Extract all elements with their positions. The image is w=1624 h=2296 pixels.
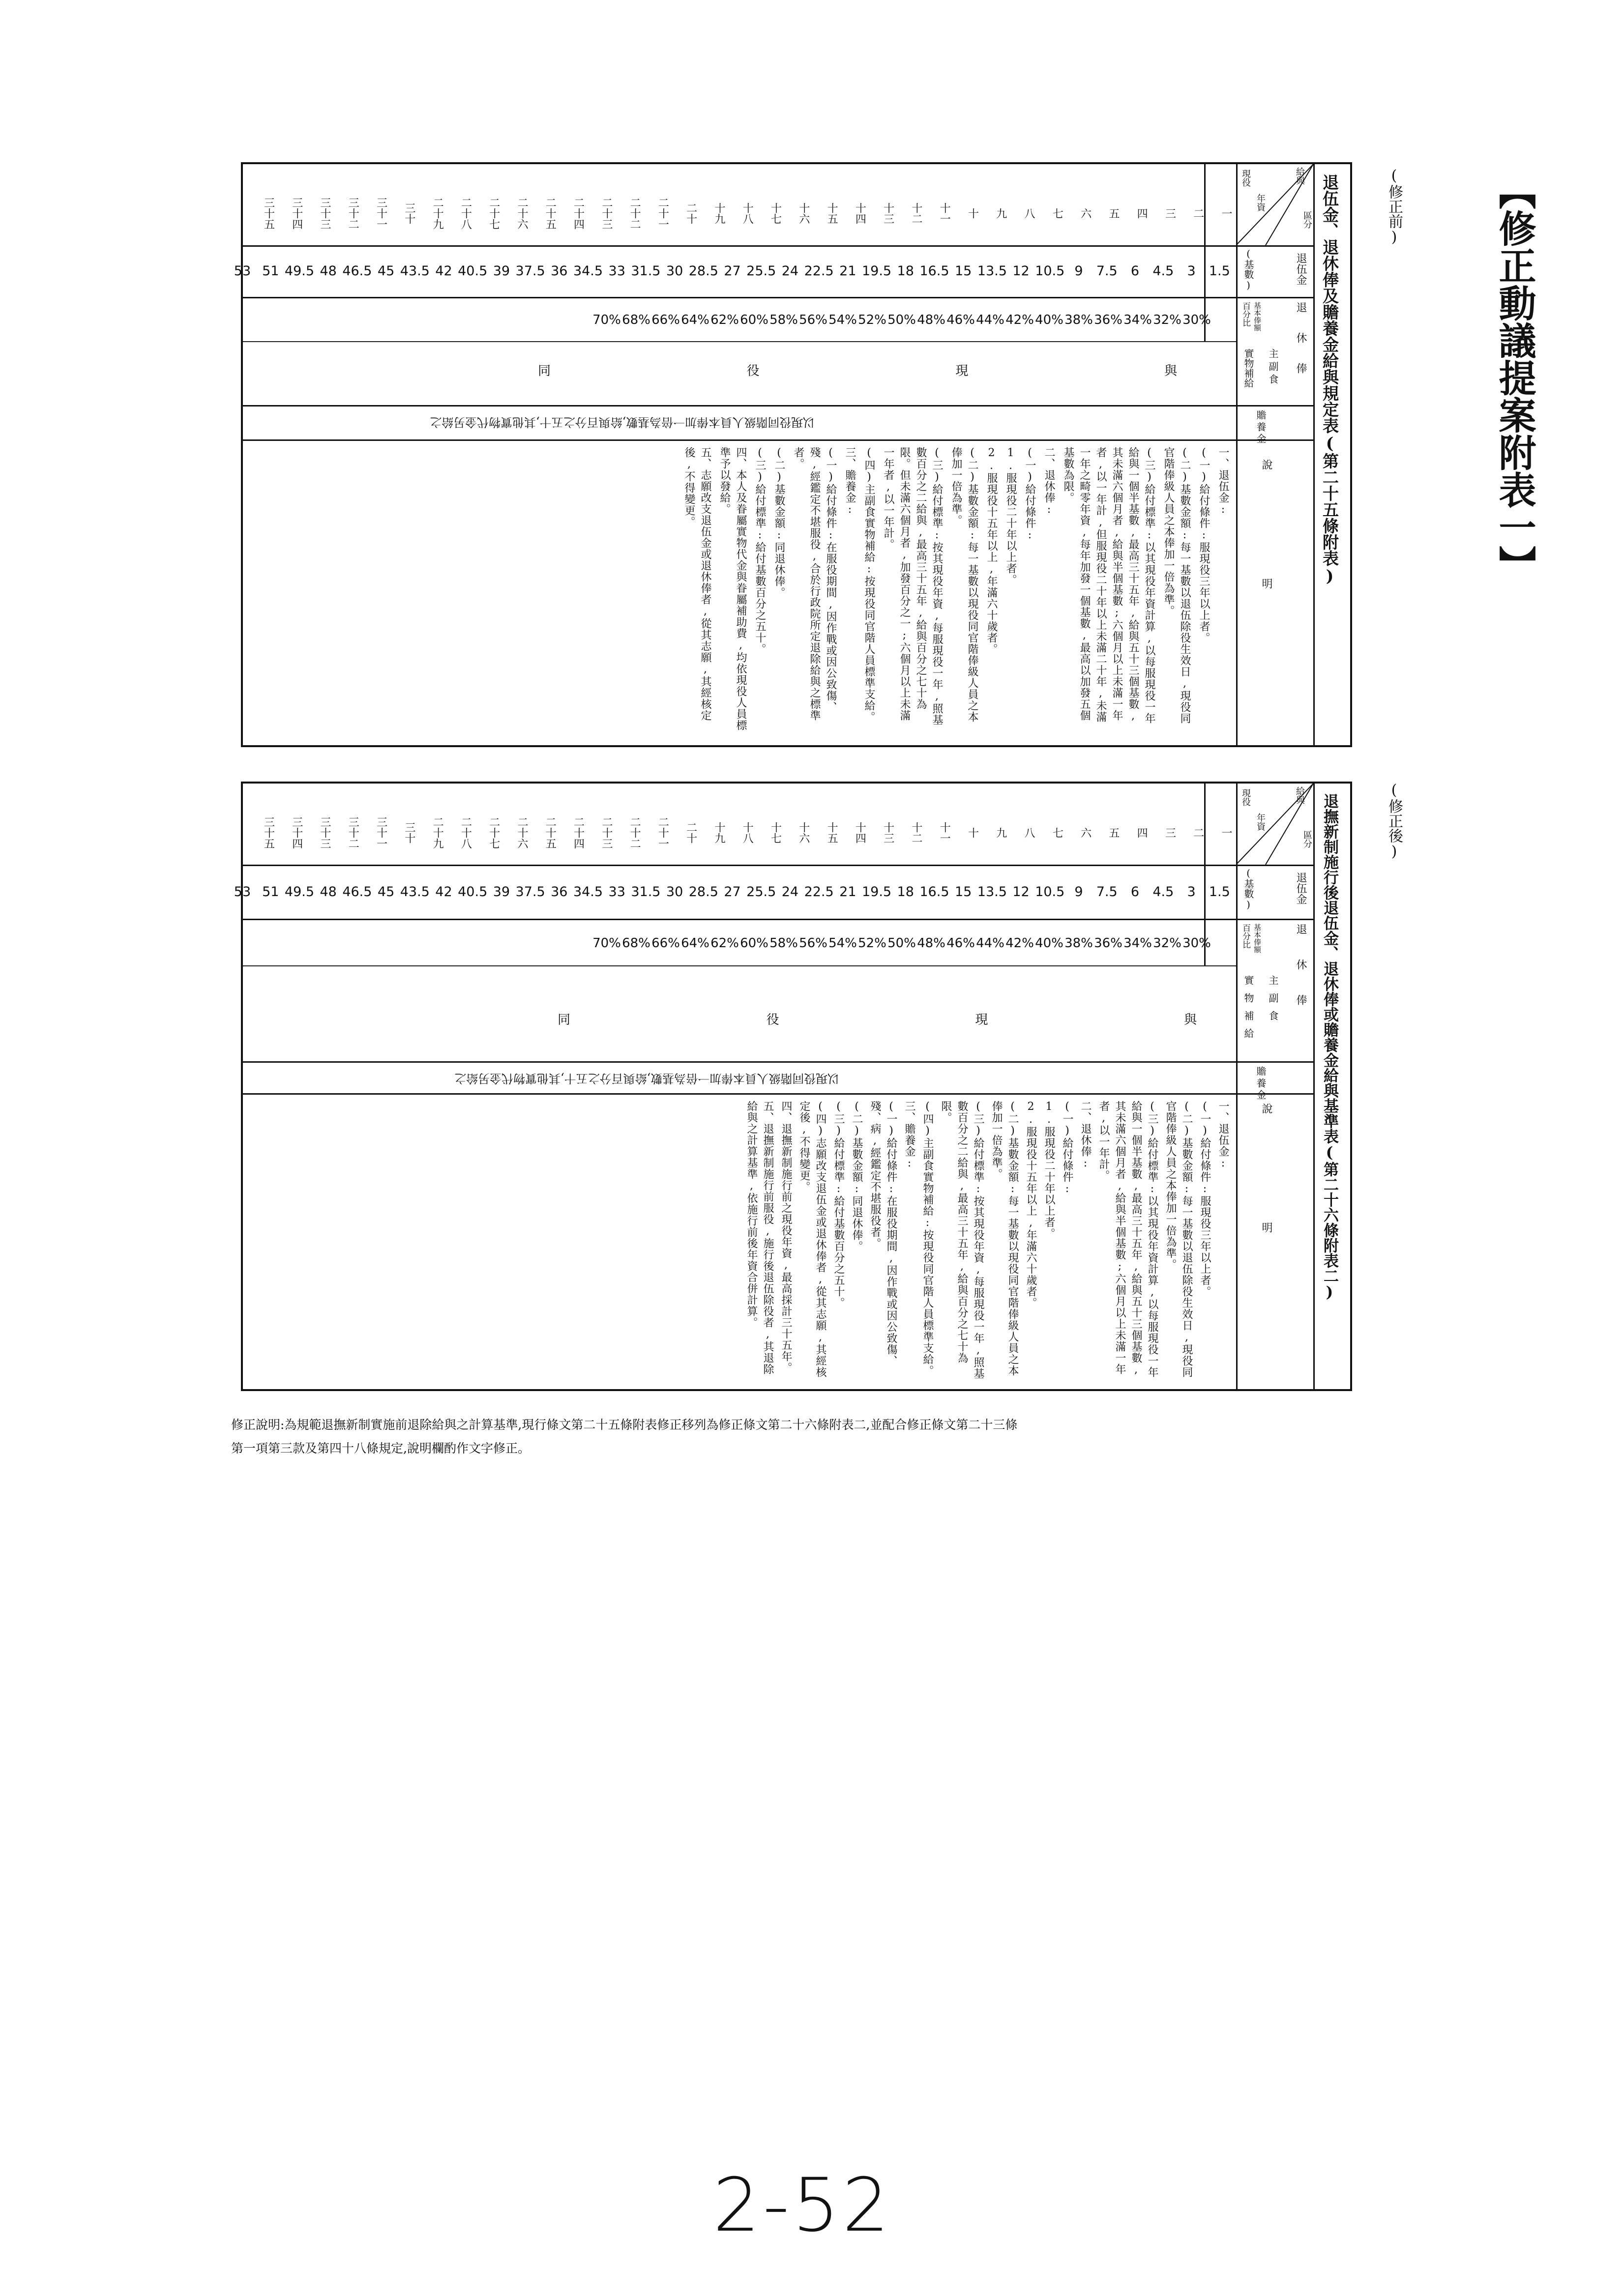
year-cell: 二十一 [656,816,669,849]
lump-cell: 36 [551,263,568,279]
year-cell: 九 [994,208,1007,219]
lump-cell: 34.5 [573,884,603,900]
note-line: 二、退休俸: [1079,1101,1092,1170]
year-cell: 二 [1191,208,1204,219]
year-cell: 十五 [826,822,838,843]
lump-cell: 18 [897,263,914,279]
lump-cell: 24 [781,884,799,900]
before-label: (修正前) [1386,167,1403,246]
lump-cell: 42 [435,884,452,900]
year-cell: 一 [1220,827,1232,838]
lump-cell: 31.5 [631,263,661,279]
lump-cell: 48 [320,263,337,279]
banner-title: 【修正動議提案附表一】 [1493,172,1536,583]
year-cell: 二十六 [515,816,528,849]
note-line: 一、退伍金: [1217,447,1229,516]
lump-cell: 37.5 [515,884,545,900]
pct-cell: 64% [681,936,709,951]
lump-cell: 19.5 [861,884,892,900]
row-header-support: 贍養金 [1255,410,1267,445]
pct-cell: 36% [1094,313,1122,327]
year-cell: 十六 [797,203,810,224]
note-line: (一)給付條件:在服役期間,因作戰或因公致傷、殘,經鑑定不堪服役,合於行政院所定退除給與之標準者。 [792,447,837,721]
lump-cell: 10.5 [1035,263,1065,279]
year-cell: 二十八 [459,816,472,849]
year-cell: 二十一 [656,197,669,230]
lump-cell: 15 [954,263,972,279]
year-cell: 二十二 [628,816,641,849]
pct-cell: 60% [740,936,768,951]
year-cell: 二十 [684,822,697,843]
year-cell: 二十七 [487,816,500,849]
year-cell: 二十五 [544,816,557,849]
lump-cell: 27 [724,263,741,279]
year-cell: 十五 [826,203,838,224]
pct-cell: 52% [858,936,886,951]
year-cell: 三十四 [290,197,303,230]
year-cell: 十八 [741,822,754,843]
year-cell: 一 [1220,208,1232,219]
year-cell: 十 [966,208,979,219]
note-line: (二)基數金額:每一基數以現役同官階俸級人員之本俸加一倍為準。 [990,1101,1019,1376]
lump-cell: 15 [954,884,972,900]
year-cell: 七 [1051,208,1063,219]
pct-cell: 64% [681,313,709,327]
year-cell: 二十八 [459,197,472,230]
pct-cell: 44% [976,936,1004,951]
lump-cell: 1.5 [1209,884,1230,900]
lump-cell: 46.5 [342,263,372,279]
pct-cell: 70% [592,313,621,327]
pct-cell: 36% [1094,936,1122,951]
lump-cell: 28.5 [688,884,718,900]
year-cell: 二十 [684,203,697,224]
pct-cell: 68% [622,936,650,951]
lump-cell: 28.5 [688,263,718,279]
year-cell: 二十七 [487,197,500,230]
lump-cell: 42 [435,263,452,279]
note-line: 1.服現役二十年以上者。 [1043,1101,1055,1239]
table-after: 退撫新制施行後退伍金、退休俸或贍養金給與基準表(第二十六條附表二) 給與 區分 現役 年資 退伍金 (基數) 退休俸 百分比 基本俸額 主副食 實物補給 贍養金 說明 一 二 三 四 五 六 七 八 九 十 十一 十二 十三 十四 十五 十六 十七 十八 十九 二十 二十一 二十二 二十三 二十四 二十五 二十六 二十七 二十八 二十九 三十 三十一 三十二 三十三 三十四 三十五 1.5 3 4.5 6 7.5 9 10.5 12 13.5 15 16.5 18 19.5 21 22.5 24 25.5 27 28.5 30 31.5 33 34.5 36 37.5 39 40.5 42 43.5 45 46.5 48 49.5 51 53 30% 32% 34% 36% 38% 40% 42% 44% 46% 48% 50% 52% 54% 56% 58% 60% 62% 64% 66% 68% 70% 同 役 現 與 以現役同階級人員本俸加一倍為基數,給與百分之五十,其他實物代金另給之 一、退伍金: (一)給付條件:服現役三年以上者。 (二)基數金額:每一基數以退伍除役生效日,現役同官階俸級人員之本俸加一倍為準。 (三)給付標準:以其現役年資計算,以每服現役一年給與一個半基數,最高三十五年,給與五十三個基數,其未滿六個月者,給與半個基數;六個月以上未滿一年者,以一年計。 二、退休俸: (一)給付條件: 1.服現役二十年以上者。 2.服現役十五年以上,年滿六十歲者。 (二)基數金額:每一基數以現役同官階俸級人員之本俸加一倍為準。 (三)給付標準:按其現役年資,每服現役一年,照基數百分之二給與,最高三十五年,給與百分之七十為限。 (四)主副食實物補給:按現役同官階人員標準支給。 三、贍養金: (一)給付條件:在服役期間,因作戰或因公致傷、殘、病,經鑑定不堪服役者。 (二)基數金額:同退休俸。 (三)給付標準:給付基數百分之五十。 (四)志願改支退伍金或退休俸者,從其志願,其經核定後,不得變更。 四、退撫新制施行前之現役年資,最高採計三十五年。 五、退撫新制施行前服役,施行後退伍除役者,其退除給與之計算基準,依施行前後年資合併計算。 [241,782,1352,1391]
lump-cell: 40.5 [458,884,488,900]
lump-cell: 9 [1074,263,1083,279]
note-line: (三)給付標準:按其現役年資,每服現役一年,照基數百分之二給與,最高三十五年,給與百分之七十為限。 [940,1101,984,1379]
year-cell: 九 [994,827,1007,838]
year-cell: 四 [1135,827,1148,838]
pct-cell: 66% [651,936,680,951]
year-cell: 十 [966,827,979,838]
lump-cell: 21 [839,263,856,279]
same-as-active-char: 役 [746,364,760,378]
year-cell: 三十五 [262,197,275,230]
year-cell: 三 [1163,827,1176,838]
year-cell: 十九 [712,822,725,843]
lump-cell: 48 [320,884,337,900]
same-as-active-char: 役 [766,1013,779,1027]
table2-percent-row [248,936,1211,951]
table2-title: 退撫新制施行後退伍金、退休俸或贍養金給與基準表(第二十六條附表二) [1321,793,1338,1301]
lump-cell: 27 [724,884,741,900]
year-cell: 八 [1023,208,1035,219]
lump-cell: 53 [234,263,251,279]
table2-support-text: 以現役同階級人員本俸加一倍為基數,給與百分之五十,其他實物代金另給之 [454,1072,840,1085]
lump-cell: 25.5 [746,884,776,900]
lump-cell: 45 [377,884,395,900]
pct-cell: 56% [799,313,827,327]
lump-cell: 22.5 [804,884,834,900]
table1-same-as-active [538,361,1177,379]
pct-cell: 62% [710,936,739,951]
lump-cell: 53 [234,884,251,900]
lump-cell: 34.5 [573,263,603,279]
lump-cell: 16.5 [919,263,949,279]
lump-cell: 49.5 [284,884,315,900]
lump-cell: 18 [897,884,914,900]
pct-cell: 48% [917,313,945,327]
year-cell: 二十四 [572,197,585,230]
lump-cell: 36 [551,884,568,900]
pct-cell: 38% [1064,936,1093,951]
year-cell: 十八 [741,203,754,224]
note-line: 一、退伍金: [1217,1101,1229,1170]
note-line: 五、退撫新制施行前服役,施行後退伍除役者,其退除給與之計算基準,依施行前後年資合併計算。 [745,1101,774,1375]
year-cell: 三十四 [290,816,303,849]
lump-cell: 3 [1187,884,1196,900]
note-line: (一)給付條件:在服役期間,因作戰或因公致傷、殘、病,經鑑定不堪服役者。 [869,1101,897,1366]
same-as-active-char: 與 [1183,1013,1197,1027]
year-cell: 十九 [712,203,725,224]
note-line: (一)給付條件: [1024,447,1036,542]
year-cell: 二十九 [431,816,444,849]
pct-cell: 60% [740,313,768,327]
year-cell: 三十 [403,822,415,843]
pct-cell: 46% [946,936,975,951]
pct-cell: 40% [1035,936,1063,951]
lump-cell: 25.5 [746,263,776,279]
year-cell: 八 [1023,827,1035,838]
lump-cell: 13.5 [977,263,1007,279]
note-line: (二)基數金額:同退休俸。 [773,447,785,598]
note-line: (四)志願改支退伍金或退休俸者,從其志願,其經核定後,不得變更。 [798,1101,827,1378]
year-cell: 四 [1135,208,1148,219]
note-line: (一)給付條件: [1061,1101,1073,1195]
pct-cell: 66% [651,313,680,327]
year-cell: 十七 [769,822,782,843]
lump-cell: 51 [262,263,279,279]
note-line: (三)給付標準:給付基數百分之五十。 [832,1101,845,1308]
same-as-active-char: 現 [975,1013,988,1027]
note-line: (二)基數金額:同退休俸。 [851,1101,863,1252]
lump-cell: 30 [666,263,683,279]
lump-cell: 6 [1130,263,1140,279]
lump-cell: 3 [1187,263,1196,279]
note-line: 三、贍養金: [844,447,856,516]
page-number: 2-52 [713,2163,892,2248]
year-cell: 六 [1079,827,1092,838]
note-line: (三)給付標準:以其現役年資計算,以每服現役一年給與一個半基數,最高三十五年,給與五十三個基數,其未滿六個月者,給與半個基數;六個月以上未滿一年者,以一年計,但服現役二十年以上未滿二十年,未滿一年之畸零年資,每年加發一個基數,最高以加發五個基數為限。 [1062,447,1155,724]
pct-cell: 50% [887,313,916,327]
lump-cell: 21 [839,884,856,900]
year-cell: 三十二 [347,197,359,230]
year-cell: 三十三 [319,816,331,849]
table1-percent-row [248,313,1211,327]
pct-cell: 32% [1153,936,1181,951]
same-as-active-char: 與 [1164,364,1177,378]
table1-years-row [248,189,1234,238]
table-before: 退伍金、退休俸及贍養金給與規定表(第二十五條附表) 給與 區分 現役 年資 退伍金 (基數) 退休俸 百分比 基本俸額 主副食 實物補給 贍養金 說明 一 二 三 四 五 六 七 八 九 十 十一 十二 十三 十四 十五 十六 十七 十八 十九 二十 二十一 二十二 二十三 二十四 二十五 二十六 二十七 二十八 二十九 三十 三十一 三十二 三十三 三十四 三十五 1.5 3 4.5 6 7.5 9 10.5 12 13.5 15 16.5 18 19.5 21 22.5 24 25.5 27 28.5 30 31.5 33 34.5 36 37.5 39 40.5 42 43.5 45 46.5 48 49.5 51 53 30% 32% 34% 36% 38% 40% 42% 44% 46% 48% 50% 52% 54% 56% 58% 60% 62% 64% 66% 68% 70% 同 役 現 與 以現役同階級人員本俸加一倍為基數,給與百分之五十,其他實物代金另給之 一、退伍金: (一)給付條件:服現役三年以上者。 (二)基數金額:每一基數以退伍除役生效日,現役同官階俸級人員之本俸加一倍為準。 (三)給付標準:以其現役年資計算,以每服現役一年給與一個半基數,最高三十五年,給與五十三個基數,其未滿六個月者,給與半個基數;六個月以上未滿一年者,以一年計,但服現役二十年以上未滿二十年,未滿一年之畸零年資,每年加發一個基數,最高以加發五個基數為限。 二、退休俸: (一)給付條件: 1.服現役二十年以上者。 2.服現役十五年以上,年滿六十歲者。 (二)基數金額:每一基數以現役同官階俸級人員之本俸加一倍為準。 (三)給付標準:按其現役年資,每服現役一年,照基數百分之二給與,最高三十五年,給與百分之七十為限。但未滿六個月者,加發百分之一;六個月以上未滿一年者,以一年計。 (四)主副食實物補給:按現役同官階人員標準支給。 三、贍養金: (一)給付條件:在服役期間,因作戰或因公致傷、殘,經鑑定不堪服役,合於行政院所定退除給與之標準者。 (二)基數金額:同退休俸。 (三)給付標準:給付基數百分之五十。 四、本人及眷屬實物代金與眷屬補助費,均依現役人員標準予以發給。 五、志願改支退伍金或退休俸者,從其志願,其經核定後,不得變更。 [241,162,1352,747]
lump-cell: 4.5 [1152,263,1174,279]
pct-cell: 40% [1035,313,1063,327]
year-cell: 二十三 [600,197,613,230]
pct-cell: 30% [1182,313,1211,327]
row-header-notes: 說明 [1260,459,1272,697]
year-cell: 十一 [938,203,951,224]
lump-cell: 33 [608,263,625,279]
year-cell: 二 [1191,827,1204,838]
note-line: (二)基數金額:每一基數以退伍除役生效日,現役同官階俸級人員之本俸加一倍為準。 [1164,1101,1193,1378]
table2-lump-row [234,884,1234,900]
year-cell: 十三 [882,203,894,224]
pct-cell: 30% [1182,936,1211,951]
row-header-lump: 退伍金 [1295,253,1307,285]
lump-cell: 13.5 [977,884,1007,900]
lump-cell: 30 [666,884,683,900]
year-cell: 十二 [910,822,922,843]
same-as-active-char: 現 [955,364,969,378]
lump-cell: 49.5 [284,263,315,279]
note-line: (一)給付條件:服現役三年以上者。 [1198,447,1210,643]
amendment-line-2: 第一項第三款及第四十八條規定,說明欄酌作文字修正。 [231,1441,530,1455]
note-line: (一)給付條件:服現役三年以上者。 [1199,1101,1211,1297]
lump-cell: 31.5 [631,884,661,900]
note-line: (三)給付標準:給付基數百分之五十。 [754,447,766,655]
after-label: (修正後) [1386,782,1403,860]
lump-cell: 9 [1074,884,1083,900]
year-cell: 十二 [910,203,922,224]
note-line: 四、退撫新制施行前之現役年資,最高採計三十五年。 [780,1101,792,1373]
table1-lump-row [234,263,1234,279]
lump-cell: 6 [1130,884,1140,900]
lump-cell: 10.5 [1035,884,1065,900]
pct-cell: 44% [976,313,1004,327]
year-cell: 二十三 [600,816,613,849]
year-cell: 五 [1107,208,1120,219]
lump-cell: 1.5 [1209,263,1230,279]
note-line: 1.服現役二十年以上者。 [1004,447,1017,585]
pct-cell: 58% [769,936,798,951]
row-header-monthly: 退休俸 [1295,302,1307,393]
same-as-active-char: 同 [538,364,551,378]
table1-support-text: 以現役同階級人員本俸加一倍為基數,給與百分之五十,其他實物代金另給之 [430,415,815,429]
pct-cell: 42% [1005,313,1034,327]
lump-cell: 24 [781,263,799,279]
lump-cell: 12 [1012,263,1030,279]
year-cell: 二十六 [515,197,528,230]
note-line: (三)給付標準:按其現役年資,每服現役一年,照基數百分之二給與,最高三十五年,給與百分之七十為限。但未滿六個月者,加發百分之一;六個月以上未滿一年者,以一年計。 [882,447,943,726]
year-cell: 三十一 [375,816,387,849]
year-cell: 三十 [403,203,415,224]
lump-cell: 22.5 [804,263,834,279]
lump-cell: 39 [493,263,510,279]
year-cell: 十四 [854,822,866,843]
note-line: 2.服現役十五年以上,年滿六十歲者。 [985,447,998,655]
pct-cell: 58% [769,313,798,327]
lump-cell: 46.5 [342,884,372,900]
lump-cell: 7.5 [1096,884,1118,900]
lump-cell: 43.5 [400,263,430,279]
table2-corner: 給與 區分 現役 年資 [1236,784,1313,865]
pct-cell: 62% [710,313,739,327]
year-cell: 三十五 [262,816,275,849]
year-cell: 七 [1051,827,1063,838]
year-cell: 十三 [882,822,894,843]
year-cell: 十六 [797,822,810,843]
table1-notes [331,447,1231,742]
same-as-active-char: 同 [558,1013,571,1027]
pct-cell: 46% [946,313,975,327]
pct-cell: 38% [1064,313,1093,327]
table2-notes [258,1101,1231,1386]
lump-cell: 39 [493,884,510,900]
lump-cell: 4.5 [1152,884,1174,900]
pct-cell: 70% [592,936,621,951]
note-line: 2.服現役十五年以上,年滿六十歲者。 [1025,1101,1037,1308]
pct-cell: 68% [622,313,650,327]
year-cell: 二十二 [628,197,641,230]
lump-cell: 37.5 [515,263,545,279]
amendment-note [231,1413,1362,1460]
pct-cell: 56% [799,936,827,951]
lump-cell: 45 [377,263,395,279]
year-cell: 二十四 [572,816,585,849]
lump-cell: 43.5 [400,884,430,900]
note-line: (三)給付標準:以其現役年資計算,以每服現役一年給與一個半基數,最高三十五年,給與五十三個基數,其未滿六個月者,給與半個基數;六個月以上未滿一年者,以一年計。 [1097,1101,1158,1378]
year-cell: 十四 [854,203,866,224]
year-cell: 五 [1107,827,1120,838]
pct-cell: 48% [917,936,945,951]
year-cell: 三十二 [347,816,359,849]
table2-years-row [248,808,1234,857]
pct-cell: 54% [828,313,857,327]
note-line: 三、贍養金: [903,1101,915,1170]
pct-cell: 32% [1153,313,1181,327]
lump-cell: 40.5 [458,263,488,279]
lump-cell: 19.5 [861,263,892,279]
note-line: 五、志願改支退伍金或退休俸者,從其志願,其經核定後,不得變更。 [683,447,711,721]
year-cell: 三十一 [375,197,387,230]
note-line: (四)主副食實物補給:按現役同官階人員標準支給。 [863,447,875,723]
lump-cell: 51 [262,884,279,900]
note-line: 四、本人及眷屬實物代金與眷屬補助費,均依現役人員標準予以發給。 [718,447,747,731]
pct-cell: 52% [858,313,886,327]
pct-cell: 54% [828,936,857,951]
lump-cell: 12 [1012,884,1030,900]
table1-corner: 給與 區分 現役 年資 [1236,164,1313,245]
pct-cell: 50% [887,936,916,951]
amendment-line-1: 修正說明:為規範退撫新制實施前退除給與之計算基準,現行條文第二十五條附表修正移列為修正條文第二十六條附表二,並配合修正條文第二十三條 [231,1418,1018,1432]
table1-title: 退伍金、退休俸及贍養金給與規定表(第二十五條附表) [1320,174,1339,585]
pct-cell: 34% [1123,313,1152,327]
year-cell: 六 [1079,208,1092,219]
note-line: 二、退休俸: [1043,447,1055,516]
lump-cell: 7.5 [1096,263,1118,279]
note-line: (四)主副食實物補給:按現役同官階人員標準支給。 [921,1101,934,1376]
year-cell: 三 [1163,208,1176,219]
note-line: (二)基數金額:每一基數以現役同官階俸級人員之本俸加一倍為準。 [950,447,978,723]
year-cell: 十七 [769,203,782,224]
year-cell: 二十九 [431,197,444,230]
note-line: (二)基數金額:每一基數以退伍除役生效日,現役同官階俸級人員之本俸加一倍為準。 [1162,447,1191,724]
lump-cell: 16.5 [919,884,949,900]
year-cell: 二十五 [544,197,557,230]
year-cell: 十一 [938,822,951,843]
pct-cell: 34% [1123,936,1152,951]
pct-cell: 42% [1005,936,1034,951]
lump-cell: 33 [608,884,625,900]
table2-same-as-active [558,1010,1197,1028]
year-cell: 三十三 [319,197,331,230]
